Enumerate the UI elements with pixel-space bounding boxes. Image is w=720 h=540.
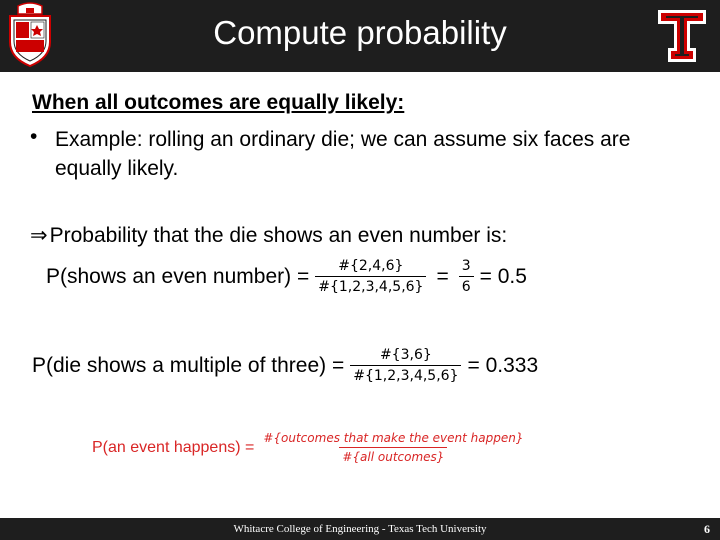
formula-lhs: P(die shows a multiple of three) = xyxy=(32,353,345,377)
section-heading: When all outcomes are equally likely: xyxy=(32,91,405,114)
fraction xyxy=(260,431,526,464)
formula-lhs: P(an event happens) = xyxy=(92,438,255,456)
fraction-denominator: 6 xyxy=(459,276,474,295)
implies-arrow-icon: ⇒ xyxy=(30,224,48,247)
page-title: Compute probability xyxy=(213,14,507,51)
equals-sign: = xyxy=(436,264,449,288)
fraction-numerator: #{3,6} xyxy=(379,347,432,363)
bullet-text: Example: rolling an ordinary die; we can assume six faces are equally likely. xyxy=(55,128,631,180)
fraction-denominator: #{1,2,3,4,5,6} xyxy=(315,276,426,295)
footer-bar xyxy=(0,518,720,540)
fraction-numerator: #{2,4,6} xyxy=(338,258,404,274)
fraction xyxy=(315,258,426,295)
footer-institution: Whitacre College of Engineering - Texas Tech University xyxy=(233,523,487,535)
multiple-of-three-formula xyxy=(32,347,538,384)
formula-result: = 0.5 xyxy=(479,264,527,288)
header-bar xyxy=(0,0,720,72)
fraction-numerator: 3 xyxy=(461,258,471,274)
even-number-formula xyxy=(46,258,527,295)
implies-line xyxy=(30,223,507,248)
double-t-logo-icon xyxy=(656,6,708,66)
formula-result: = 0.333 xyxy=(467,353,539,377)
fraction-numerator: #{outcomes that make the event happen} xyxy=(263,431,524,445)
fraction-denominator: #{1,2,3,4,5,6} xyxy=(350,365,461,384)
bullet-marker: • xyxy=(30,125,38,148)
general-probability-formula xyxy=(92,431,532,464)
formula-lhs: P(shows an even number) = xyxy=(46,264,310,288)
fraction xyxy=(350,347,461,384)
fraction xyxy=(459,258,474,295)
page-number: 6 xyxy=(704,522,710,536)
fraction-denominator: #{all outcomes} xyxy=(339,447,447,464)
implies-text: Probability that the die shows an even number is: xyxy=(49,224,508,247)
